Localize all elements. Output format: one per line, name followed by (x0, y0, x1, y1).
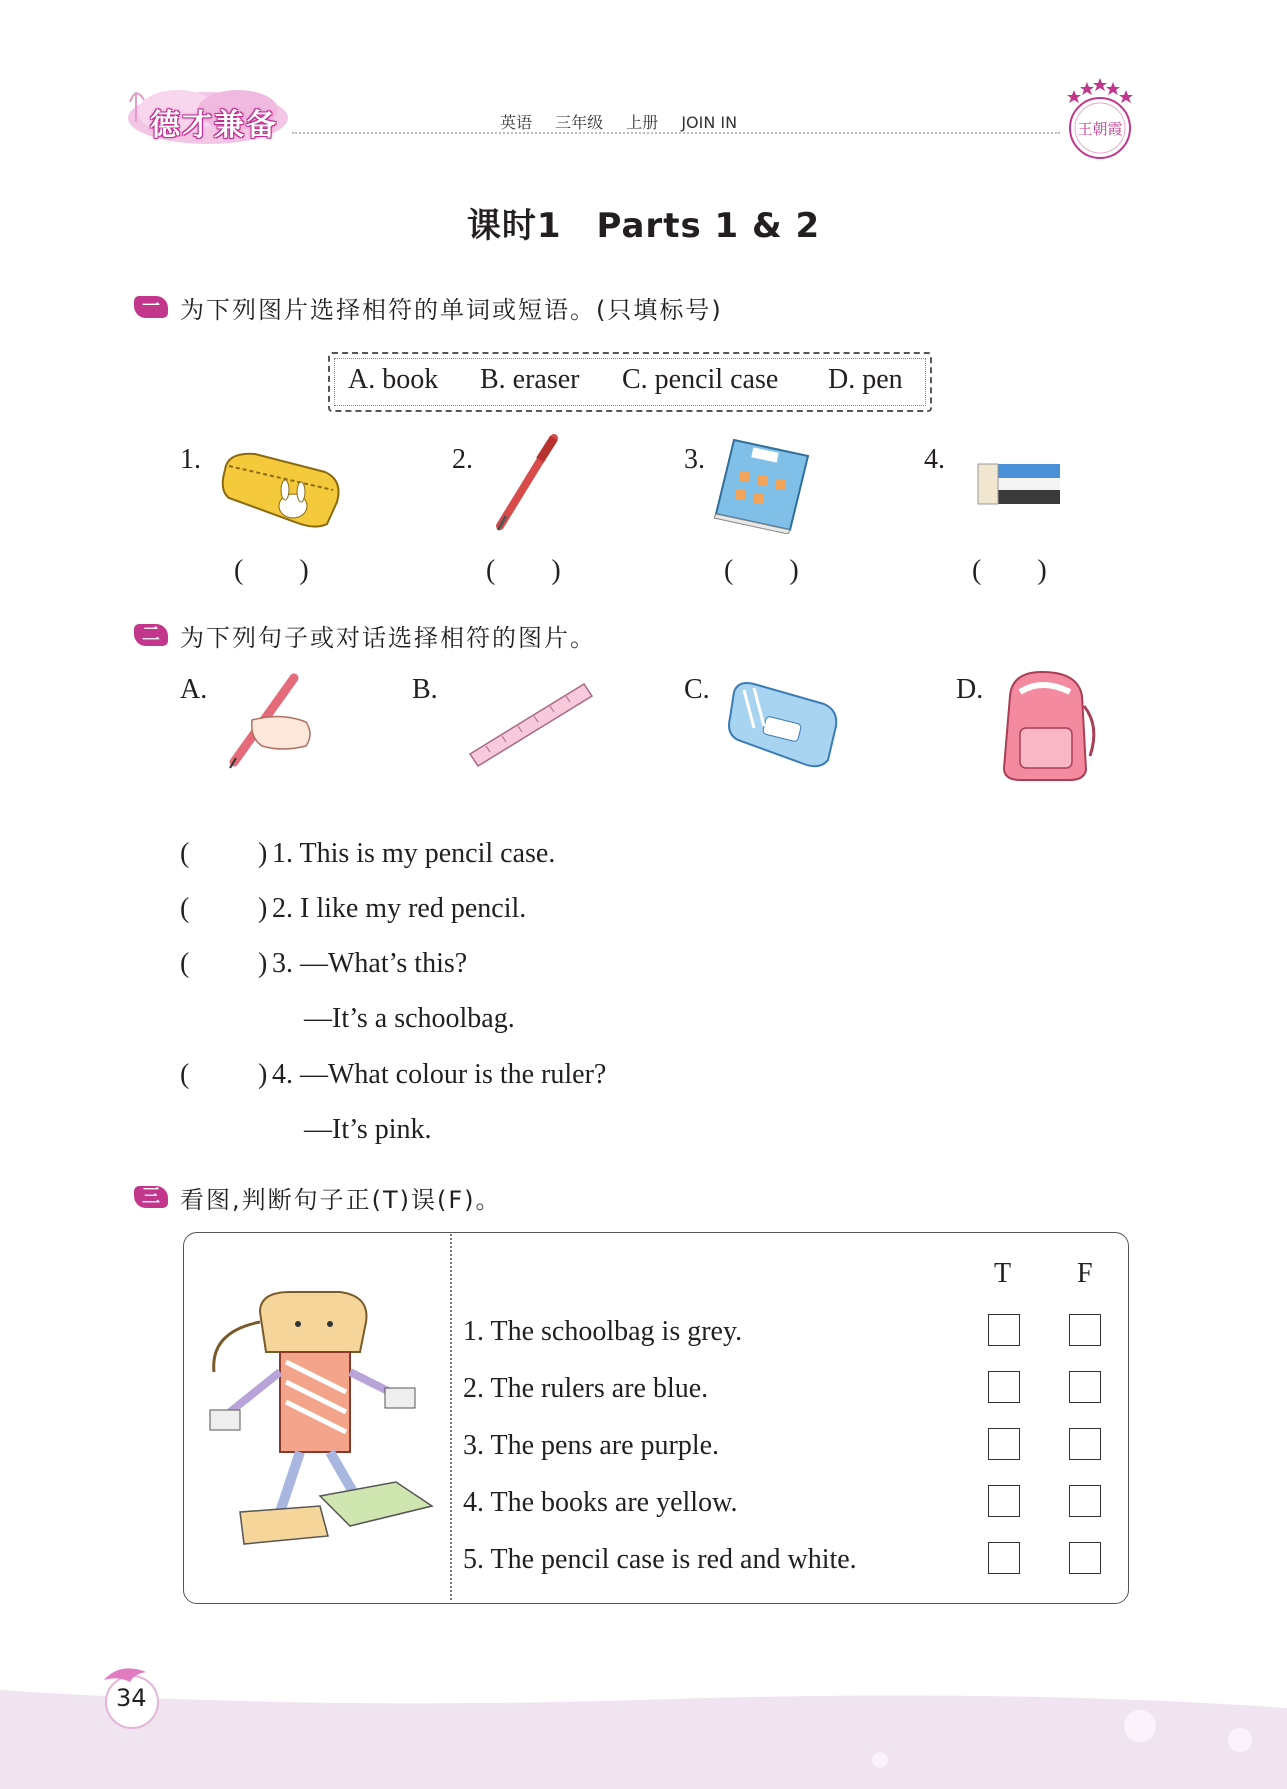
statement-1-false-checkbox[interactable] (1069, 1314, 1101, 1346)
statement-4-false-checkbox[interactable] (1069, 1485, 1101, 1517)
header-grade: 三年级 (555, 113, 604, 132)
eraser-icon (974, 460, 1062, 508)
header-info (500, 110, 755, 133)
header-volume: 上册 (626, 113, 659, 132)
statement-1-true-checkbox[interactable] (988, 1314, 1020, 1346)
page-number: 34 (116, 1684, 147, 1712)
question-3-paren-open[interactable]: ( (180, 948, 190, 979)
hand-writing-pencil-icon (222, 672, 322, 772)
column-false-header: F (1077, 1258, 1093, 1289)
statement-4-true-checkbox[interactable] (988, 1485, 1020, 1517)
statement-3-false-checkbox[interactable] (1069, 1428, 1101, 1460)
column-true-header: T (994, 1258, 1012, 1289)
question-3-text: 3. —What’s this? (272, 948, 468, 979)
publisher-logo (1060, 76, 1140, 164)
statement-3-true-checkbox[interactable] (988, 1428, 1020, 1460)
pencil-case-icon (724, 676, 840, 772)
table-divider (450, 1234, 452, 1600)
item-4-number: 4. (924, 444, 945, 475)
section-1-instruction: 为下列图片选择相符的单词或短语。(只填标号) (180, 296, 723, 324)
pencil-case-icon (215, 440, 345, 530)
statement-5: 5. The pencil case is red and white. (463, 1544, 857, 1575)
picture-b-label: B. (412, 674, 438, 705)
statement-2-true-checkbox[interactable] (988, 1371, 1020, 1403)
question-1-paren-close: ) (258, 838, 268, 869)
header-divider (292, 132, 1060, 134)
statement-2: 2. The rulers are blue. (463, 1373, 709, 1404)
question-4-paren-close: ) (258, 1059, 268, 1090)
statement-4: 4. The books are yellow. (463, 1487, 738, 1518)
statement-5-true-checkbox[interactable] (988, 1542, 1020, 1574)
picture-c-label: C. (684, 674, 710, 705)
option-c: C. pencil case (622, 364, 779, 395)
picture-d-label: D. (956, 674, 984, 705)
question-4-text: 4. —What colour is the ruler? (272, 1059, 607, 1090)
ruler-icon (466, 676, 596, 772)
publisher-logo-text: 王朝霞 (1077, 120, 1123, 138)
section-2-instruction: 为下列句子或对话选择相符的图片。 (180, 624, 596, 652)
statement-3: 3. The pens are purple. (463, 1430, 720, 1461)
question-3-paren-close: ) (258, 948, 268, 979)
section-2-badge: 二 (134, 624, 168, 646)
header-subject: 英语 (500, 113, 533, 132)
statement-2-false-checkbox[interactable] (1069, 1371, 1101, 1403)
question-4-reply: —It’s pink. (304, 1114, 432, 1145)
book-icon (712, 434, 812, 534)
header-series: JOIN IN (681, 113, 738, 132)
item-4-answer[interactable]: ( ) (972, 555, 1047, 586)
question-2-paren-close: ) (258, 893, 268, 924)
pen-icon (490, 432, 570, 534)
item-1-number: 1. (180, 444, 201, 475)
option-d: D. pen (828, 364, 903, 395)
section-1-badge: 一 (134, 296, 168, 318)
question-3-reply: —It’s a schoolbag. (304, 1003, 515, 1034)
schoolbag-character-icon (200, 1282, 440, 1552)
picture-a-label: A. (180, 674, 208, 705)
footer-band (0, 1680, 1287, 1789)
question-1-paren-open[interactable]: ( (180, 838, 190, 869)
brand-title: 德才兼备 (150, 108, 278, 143)
option-b: B. eraser (480, 364, 580, 395)
section-3-instruction: 看图,判断句子正(T)误(F)。 (180, 1186, 502, 1214)
question-2-paren-open[interactable]: ( (180, 893, 190, 924)
item-1-answer[interactable]: ( ) (234, 555, 309, 586)
schoolbag-icon (990, 666, 1102, 784)
item-2-answer[interactable]: ( ) (486, 555, 561, 586)
question-2-text: 2. I like my red pencil. (272, 893, 527, 924)
option-a: A. book (348, 364, 439, 395)
question-1-text: 1. This is my pencil case. (272, 838, 556, 869)
item-2-number: 2. (452, 444, 473, 475)
question-4-paren-open[interactable]: ( (180, 1059, 190, 1090)
item-3-answer[interactable]: ( ) (724, 555, 799, 586)
item-3-number: 3. (684, 444, 705, 475)
page-title: 课时1 Parts 1 & 2 (466, 206, 821, 246)
statement-1: 1. The schoolbag is grey. (463, 1316, 743, 1347)
section-3-badge: 三 (134, 1186, 168, 1208)
statement-5-false-checkbox[interactable] (1069, 1542, 1101, 1574)
